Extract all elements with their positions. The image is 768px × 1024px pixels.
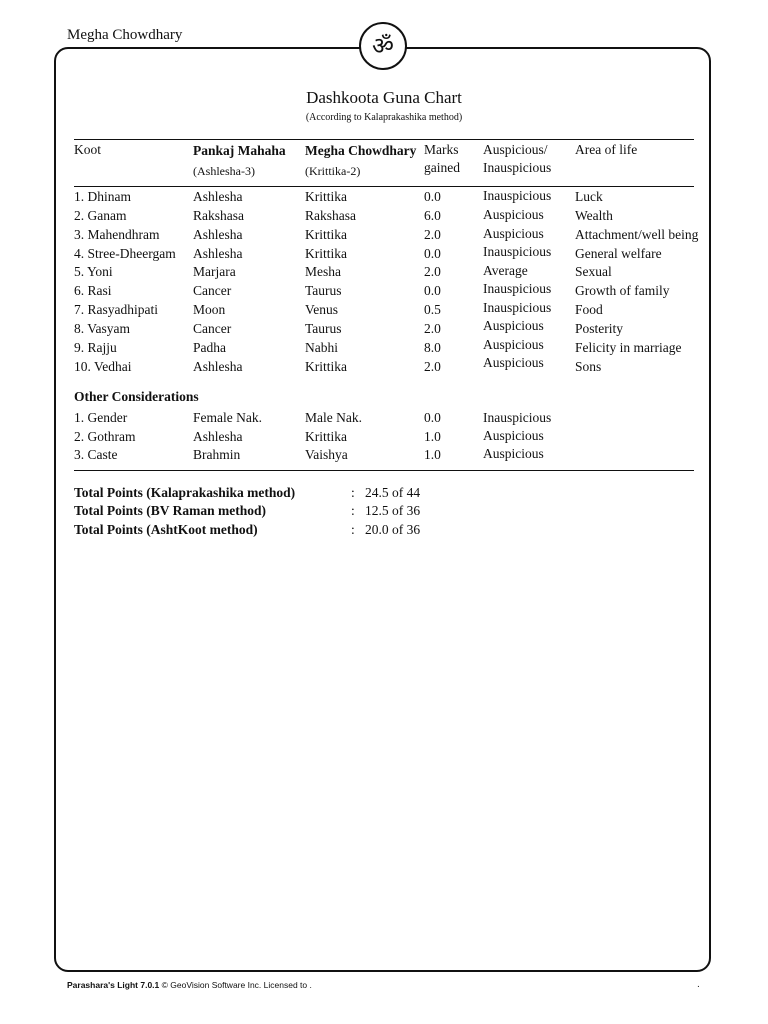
table-row-marks: 2.0 (424, 321, 441, 336)
table-row-area: Wealth (575, 208, 613, 223)
table-row-status: Inauspicious (483, 300, 552, 315)
total-value: 24.5 of 44 (365, 485, 421, 500)
table-row-girl: Krittika (305, 359, 347, 374)
table-row-status: Average (483, 263, 528, 278)
table-row-marks: 0.5 (424, 302, 441, 317)
table-row-boy: Rakshasa (193, 208, 244, 223)
table-row-girl: Nabhi (305, 340, 338, 355)
table-row-boy: Marjara (193, 264, 236, 279)
table-row-status: Inauspicious (483, 281, 552, 296)
table-row-status: Inauspicious (483, 244, 552, 259)
footer-copyright: © GeoVision Software Inc. Licensed to . (161, 980, 312, 990)
table-row-koot: 9. Rajju (74, 340, 117, 355)
table-row-status: Inauspicious (483, 188, 552, 203)
table-row-status: Auspicious (483, 446, 544, 461)
table-row-koot: 6. Rasi (74, 283, 112, 298)
table-row-koot: 2. Ganam (74, 208, 127, 223)
table-row-area: Sexual (575, 264, 612, 279)
col-header-girl-star: (Krittika-2) (305, 164, 361, 178)
table-row-marks: 0.0 (424, 410, 441, 425)
total-value: 20.0 of 36 (365, 522, 421, 537)
table-row-area: General welfare (575, 246, 662, 261)
table-row-girl: Male Nak. (305, 410, 362, 425)
col-header-status-line1: Auspicious/ (483, 142, 548, 157)
table-row-marks: 2.0 (424, 264, 441, 279)
table-row-girl: Rakshasa (305, 208, 356, 223)
footer-credit (67, 980, 312, 990)
table-row-marks: 2.0 (424, 227, 441, 242)
table-row-boy: Cancer (193, 283, 232, 298)
table-row-boy: Padha (193, 340, 226, 355)
table-row-marks: 2.0 (424, 359, 441, 374)
table-row-koot: 2. Gothram (74, 429, 136, 444)
total-separator: : (351, 485, 355, 500)
table-row-girl: Krittika (305, 246, 347, 261)
table-row-status: Auspicious (483, 428, 544, 443)
table-row-marks: 1.0 (424, 429, 441, 444)
table-row-boy: Moon (193, 302, 226, 317)
table-row-girl: Taurus (305, 283, 342, 298)
table-row-marks: 0.0 (424, 283, 441, 298)
table-row-girl: Venus (305, 302, 338, 317)
table-row-boy: Ashlesha (193, 429, 243, 444)
col-header-boy-star: (Ashlesha-3) (193, 164, 255, 178)
col-header-girl-name: Megha Chowdhary (305, 143, 417, 158)
table-row-status: Auspicious (483, 207, 544, 222)
col-header-koot: Koot (74, 142, 101, 157)
om-symbol-icon (359, 22, 407, 70)
chart-title: Dashkoota Guna Chart (306, 88, 462, 107)
table-row-area: Attachment/well being (575, 227, 699, 242)
table-row-girl: Vaishya (305, 447, 348, 462)
table-row-status: Auspicious (483, 355, 544, 370)
table-row-area: Sons (575, 359, 602, 374)
total-separator: : (351, 522, 355, 537)
table-row-boy: Ashlesha (193, 227, 243, 242)
table-bottom-rule (74, 470, 694, 471)
table-row-status: Auspicious (483, 318, 544, 333)
table-row-koot: 10. Vedhai (74, 359, 132, 374)
table-row-boy: Ashlesha (193, 359, 243, 374)
table-row-girl: Mesha (305, 264, 341, 279)
col-header-boy-name: Pankaj Mahaha (193, 143, 286, 158)
table-row-area: Posterity (575, 321, 624, 336)
table-row-marks: 0.0 (424, 189, 441, 204)
table-row-marks: 6.0 (424, 208, 441, 223)
table-row-girl: Krittika (305, 227, 347, 242)
table-row-area: Luck (575, 189, 603, 204)
table-row-boy: Ashlesha (193, 189, 243, 204)
table-row-area: Food (575, 302, 603, 317)
table-row-girl: Krittika (305, 429, 347, 444)
table-top-rule (74, 139, 694, 140)
footer-page-mark: . (697, 979, 700, 990)
table-row-koot: 3. Caste (74, 447, 118, 462)
table-row-koot: 1. Gender (74, 410, 128, 425)
total-separator: : (351, 503, 355, 518)
table-header-rule (74, 186, 694, 187)
table-row-marks: 8.0 (424, 340, 441, 355)
table-row-koot: 1. Dhinam (74, 189, 131, 204)
total-label: Total Points (AshtKoot method) (74, 522, 258, 537)
table-row-status: Auspicious (483, 226, 544, 241)
total-value: 12.5 of 36 (365, 503, 421, 518)
table-row-status: Inauspicious (483, 410, 552, 425)
table-row-boy: Ashlesha (193, 246, 243, 261)
table-row-koot: 3. Mahendhram (74, 227, 160, 242)
table-row-koot: 7. Rasyadhipati (74, 302, 158, 317)
table-row-koot: 8. Vasyam (74, 321, 130, 336)
table-row-area: Growth of family (575, 283, 670, 298)
table-row-marks: 0.0 (424, 246, 441, 261)
table-row-boy: Cancer (193, 321, 232, 336)
table-row-girl: Taurus (305, 321, 342, 336)
col-header-marks-line2: gained (424, 160, 460, 175)
table-row-boy: Female Nak. (193, 410, 262, 425)
col-header-area: Area of life (575, 142, 638, 157)
col-header-status-line2: Inauspicious (483, 160, 552, 175)
total-label: Total Points (BV Raman method) (74, 503, 267, 518)
om-symbol: ॐ (372, 32, 394, 60)
table-row-status: Auspicious (483, 337, 544, 352)
total-label: Total Points (Kalaprakashika method) (74, 485, 296, 500)
table-row-marks: 1.0 (424, 447, 441, 462)
other-considerations-heading: Other Considerations (74, 389, 199, 404)
table-row-koot: 5. Yoni (74, 264, 113, 279)
table-row-boy: Brahmin (193, 447, 241, 462)
footer-product: Parashara's Light 7.0.1 (67, 980, 160, 990)
col-header-marks-line1: Marks (424, 142, 459, 157)
table-row-girl: Krittika (305, 189, 347, 204)
chart-subtitle: (According to Kalaprakashika method) (305, 112, 463, 123)
owner-name: Megha Chowdhary (67, 27, 183, 43)
table-row-koot: 4. Stree-Dheergam (74, 246, 176, 261)
table-row-area: Felicity in marriage (575, 340, 682, 355)
